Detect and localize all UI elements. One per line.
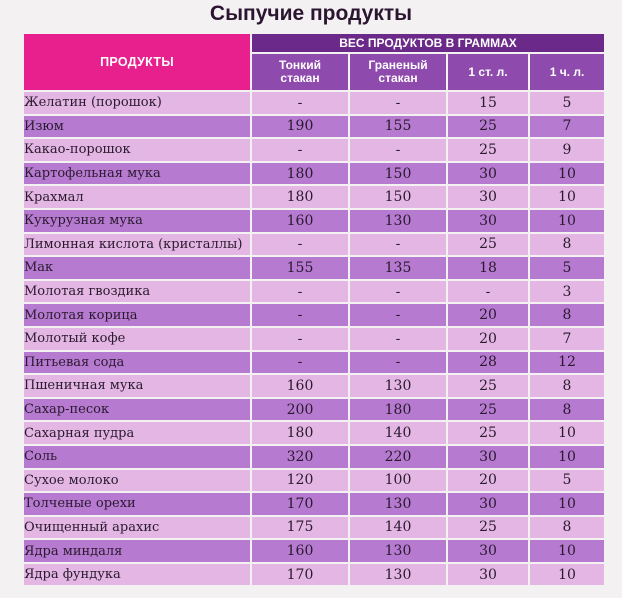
product-name: Лимонная кислота (кристаллы) <box>24 234 250 256</box>
faceted-glass-value: 180 <box>350 399 446 421</box>
thin-glass-value: 180 <box>252 186 348 208</box>
thin-glass-value: 190 <box>252 116 348 138</box>
tablespoon-value: - <box>448 281 528 303</box>
teaspoon-value: 10 <box>530 422 604 444</box>
tablespoon-value: 30 <box>448 446 528 468</box>
col-header-line: стакан <box>280 71 320 85</box>
faceted-glass-value: 130 <box>350 540 446 562</box>
product-name: Мак <box>24 257 250 279</box>
tablespoon-value: 18 <box>448 257 528 279</box>
teaspoon-value: 7 <box>530 328 604 350</box>
product-name: Ядра миндаля <box>24 540 250 562</box>
product-name: Какао-порошок <box>24 139 250 161</box>
tablespoon-value: 15 <box>448 92 528 114</box>
tablespoon-value: 30 <box>448 540 528 562</box>
table-row <box>24 446 604 468</box>
tablespoon-value: 25 <box>448 234 528 256</box>
teaspoon-value: 10 <box>530 564 604 586</box>
thin-glass-value: - <box>252 234 348 256</box>
table-row <box>24 540 604 562</box>
table-row <box>24 328 604 350</box>
product-name: Очищенный арахис <box>24 517 250 539</box>
tablespoon-value: 30 <box>448 564 528 586</box>
teaspoon-value: 8 <box>530 399 604 421</box>
table-row <box>24 281 604 303</box>
page-title: Сыпучие продукты <box>209 2 413 25</box>
product-name: Сухое молоко <box>24 470 250 492</box>
thin-glass-value: 170 <box>252 564 348 586</box>
teaspoon-value: 8 <box>530 375 604 397</box>
table-row <box>24 470 604 492</box>
teaspoon-value: 10 <box>530 210 604 232</box>
table-row <box>24 399 604 421</box>
thin-glass-value: 160 <box>252 375 348 397</box>
tablespoon-value: 25 <box>448 375 528 397</box>
tablespoon-value: 25 <box>448 517 528 539</box>
faceted-glass-value: - <box>350 234 446 256</box>
thin-glass-value: 180 <box>252 163 348 185</box>
tablespoon-value: 30 <box>448 186 528 208</box>
thin-glass-value: 170 <box>252 493 348 515</box>
col-header-line: 1 ст. л. <box>468 64 508 79</box>
table-row <box>24 234 604 256</box>
faceted-glass-value: - <box>350 328 446 350</box>
product-name: Изюм <box>24 116 250 138</box>
thin-glass-value: 120 <box>252 470 348 492</box>
table-row <box>24 186 604 208</box>
product-name: Крахмал <box>24 186 250 208</box>
table-row <box>24 517 604 539</box>
faceted-glass-value: 130 <box>350 493 446 515</box>
table-row <box>24 304 604 326</box>
product-name: Желатин (порошок) <box>24 92 250 114</box>
product-name: Толченые орехи <box>24 493 250 515</box>
teaspoon-value: 5 <box>530 257 604 279</box>
col-header-line: Тонкий <box>279 58 321 72</box>
products-header: ПРОДУКТЫ <box>24 34 250 90</box>
col-tablespoon-header <box>448 54 528 90</box>
faceted-glass-value: 220 <box>350 446 446 468</box>
table-row <box>24 564 604 586</box>
table-row <box>24 139 604 161</box>
faceted-glass-value: 100 <box>350 470 446 492</box>
product-name: Молотая гвоздика <box>24 281 250 303</box>
faceted-glass-value: 140 <box>350 517 446 539</box>
tablespoon-value: 25 <box>448 422 528 444</box>
thin-glass-value: - <box>252 304 348 326</box>
faceted-glass-value: 130 <box>350 564 446 586</box>
teaspoon-value: 10 <box>530 540 604 562</box>
thin-glass-value: 320 <box>252 446 348 468</box>
table-row <box>24 210 604 232</box>
product-name: Питьевая сода <box>24 352 250 374</box>
faceted-glass-value: - <box>350 139 446 161</box>
faceted-glass-value: 155 <box>350 116 446 138</box>
table-row <box>24 422 604 444</box>
faceted-glass-value: 150 <box>350 163 446 185</box>
teaspoon-value: 9 <box>530 139 604 161</box>
thin-glass-value: 180 <box>252 422 348 444</box>
teaspoon-value: 10 <box>530 186 604 208</box>
thin-glass-value: - <box>252 281 348 303</box>
weights-table <box>22 32 606 587</box>
thin-glass-value: 200 <box>252 399 348 421</box>
product-name: Соль <box>24 446 250 468</box>
col-faceted-glass-header <box>350 54 446 90</box>
product-name: Ядра фундука <box>24 564 250 586</box>
thin-glass-value: 160 <box>252 210 348 232</box>
thin-glass-value: - <box>252 92 348 114</box>
col-header-line: 1 ч. л. <box>549 64 585 79</box>
thin-glass-value: 160 <box>252 540 348 562</box>
product-name: Молотая корица <box>24 304 250 326</box>
tablespoon-value: 25 <box>448 139 528 161</box>
product-name: Пшеничная мука <box>24 375 250 397</box>
tablespoon-value: 30 <box>448 210 528 232</box>
table-row <box>24 493 604 515</box>
table-row <box>24 257 604 279</box>
teaspoon-value: 10 <box>530 446 604 468</box>
faceted-glass-value: - <box>350 352 446 374</box>
product-name: Сахар-песок <box>24 399 250 421</box>
teaspoon-value: 7 <box>530 116 604 138</box>
table-row <box>24 116 604 138</box>
table-row <box>24 375 604 397</box>
teaspoon-value: 12 <box>530 352 604 374</box>
tablespoon-value: 20 <box>448 470 528 492</box>
tablespoon-value: 28 <box>448 352 528 374</box>
faceted-glass-value: - <box>350 92 446 114</box>
weight-group-header: ВЕС ПРОДУКТОВ В ГРАММАХ <box>252 34 604 52</box>
col-header-line: стакан <box>378 71 418 85</box>
teaspoon-value: 10 <box>530 163 604 185</box>
col-teaspoon-header <box>530 54 604 90</box>
faceted-glass-value: 140 <box>350 422 446 444</box>
table-row <box>24 163 604 185</box>
product-name: Кукурузная мука <box>24 210 250 232</box>
teaspoon-value: 3 <box>530 281 604 303</box>
faceted-glass-value: - <box>350 281 446 303</box>
tablespoon-value: 25 <box>448 399 528 421</box>
tablespoon-value: 25 <box>448 116 528 138</box>
thin-glass-value: 155 <box>252 257 348 279</box>
thin-glass-value: - <box>252 328 348 350</box>
table-row <box>24 92 604 114</box>
thin-glass-value: - <box>252 352 348 374</box>
teaspoon-value: 8 <box>530 517 604 539</box>
faceted-glass-value: 130 <box>350 375 446 397</box>
tablespoon-value: 20 <box>448 304 528 326</box>
thin-glass-value: 175 <box>252 517 348 539</box>
teaspoon-value: 5 <box>530 470 604 492</box>
faceted-glass-value: 130 <box>350 210 446 232</box>
col-thin-glass-header <box>252 54 348 90</box>
product-name: Картофельная мука <box>24 163 250 185</box>
teaspoon-value: 8 <box>530 304 604 326</box>
thin-glass-value: - <box>252 139 348 161</box>
teaspoon-value: 8 <box>530 234 604 256</box>
faceted-glass-value: 150 <box>350 186 446 208</box>
tablespoon-value: 30 <box>448 493 528 515</box>
table-row <box>24 352 604 374</box>
tablespoon-value: 20 <box>448 328 528 350</box>
faceted-glass-value: - <box>350 304 446 326</box>
faceted-glass-value: 135 <box>350 257 446 279</box>
table-body <box>24 92 604 585</box>
col-header-line: Граненый <box>368 58 428 72</box>
product-name: Сахарная пудра <box>24 422 250 444</box>
tablespoon-value: 30 <box>448 163 528 185</box>
teaspoon-value: 10 <box>530 493 604 515</box>
product-name: Молотый кофе <box>24 328 250 350</box>
teaspoon-value: 5 <box>530 92 604 114</box>
